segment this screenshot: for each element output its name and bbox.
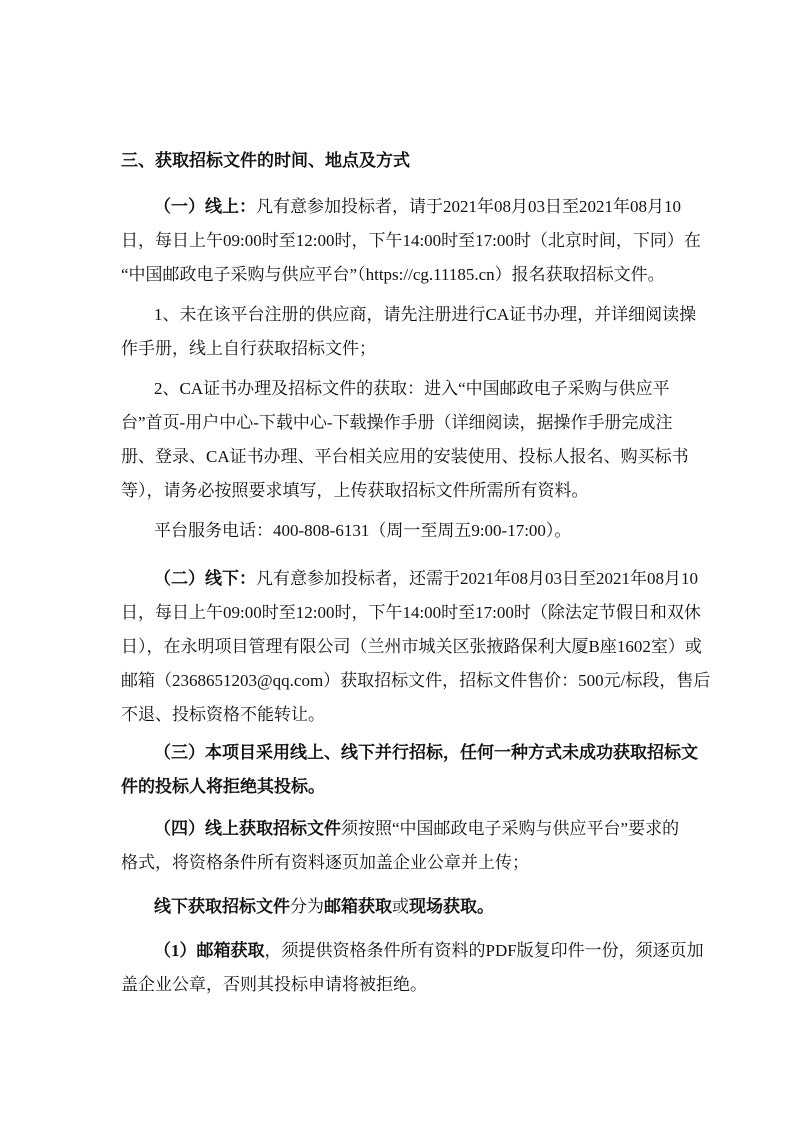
item1-paragraph [121, 298, 697, 366]
email-text-2: 盖企业公章，否则其投标申请将被拒绝。 [121, 975, 427, 994]
online-req-paragraph [121, 812, 681, 880]
online-req-text-1: 须按照“中国邮政电子采购与供应平台”要求的 [341, 819, 680, 838]
offline-split-or: 或 [392, 897, 409, 916]
offline-paragraph [121, 562, 711, 732]
offline-text-2: 日，每日上午09:00时至12:00时，下午14:00时至17:00时（除法定节假日和双休 [121, 603, 701, 622]
online-paragraph [121, 190, 701, 292]
email-paragraph [121, 934, 704, 1002]
online-req-text-2: 格式，将资格条件所有资料逐页加盖企业公章并上传； [121, 853, 529, 872]
online-label: （一）线上： [154, 197, 256, 216]
online-text-2: 日，每日上午09:00时至12:00时，下午14:00时至17:00时（北京时间，下同）在 [121, 231, 701, 250]
offline-label: （二）线下： [154, 569, 256, 588]
parallel-text-2: 件的投标人将拒绝其投标。 [121, 777, 325, 796]
offline-split-label: 线下获取招标文件 [154, 897, 290, 916]
item2-paragraph [121, 372, 689, 508]
online-text-3: “中国邮政电子采购与供应平台”（https://cg.11185.cn）报名获取招标文件。 [121, 265, 665, 284]
parallel-text-1: （三）本项目采用线上、线下并行招标，任何一种方式未成功获取招标文 [154, 743, 698, 762]
offline-text-5: 不退、投标资格不能转让。 [121, 705, 325, 724]
online-req-label: （四）线上获取招标文件 [154, 819, 341, 838]
item2-text-1: 2、CA证书办理及招标文件的获取：进入“中国邮政电子采购与供应平 [154, 379, 670, 398]
item1-text-1: 1、未在该平台注册的供应商，请先注册进行CA证书办理，并详细阅读操 [154, 305, 697, 324]
item1-text-2: 作手册，线上自行获取招标文件； [121, 339, 376, 358]
item2-text-2: 台”首页-用户中心-下载中心-下载操作手册（详细阅读，据操作手册完成注 [121, 413, 673, 432]
phone-paragraph [121, 514, 681, 548]
offline-split-paragraph [121, 890, 681, 924]
section-heading: 三、获取招标文件的时间、地点及方式 [121, 151, 410, 170]
parallel-paragraph [121, 736, 698, 804]
item2-text-3: 册、登录、CA证书办理、平台相关应用的安装使用、投标人报名、购买标书 [121, 447, 689, 466]
offline-split-onsite: 现场获取。 [409, 897, 494, 916]
offline-text-3: 日），在永明项目管理有限公司（兰州市城关区张掖路保利大厦B座1602室）或 [121, 637, 702, 656]
online-text-1: 凡有意参加投标者，请于2021年08月03日至2021年08月10 [256, 197, 681, 216]
offline-text-4: 邮箱（2368651203@qq.com）获取招标文件，招标文件售价：500元/标段，售后 [121, 671, 711, 690]
email-label: （1）邮箱获取 [154, 941, 265, 960]
offline-text-1: 凡有意参加投标者，还需于2021年08月03日至2021年08月10 [256, 569, 698, 588]
section-heading-block [121, 144, 681, 178]
phone-text: 平台服务电话：400-808-6131（周一至周五9:00-17:00）。 [154, 521, 572, 540]
email-text-1: ，须提供资格条件所有资料的PDF版复印件一份，须逐页加 [264, 941, 704, 960]
offline-split-text: 分为 [290, 897, 324, 916]
offline-split-email: 邮箱获取 [324, 897, 392, 916]
item2-text-4: 等），请务必按照要求填写，上传获取招标文件所需所有资料。 [121, 481, 589, 500]
